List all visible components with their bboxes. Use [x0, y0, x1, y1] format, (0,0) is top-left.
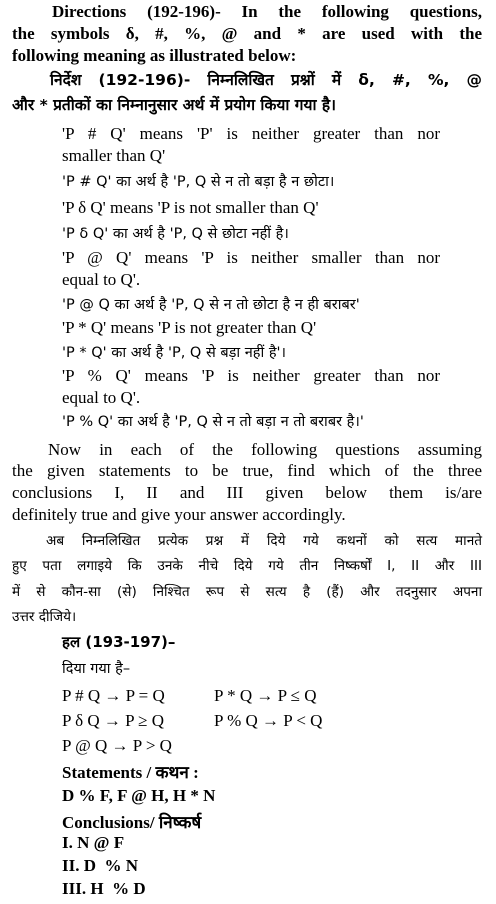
definition-star-en: 'P * Q' means 'P is not greater than Q' [62, 318, 317, 337]
definition-pct-en-1: 'P % Q' means 'P is neither greater than nor [62, 366, 440, 385]
instructions-en-line-1: Now in each of the following questions assuming [48, 440, 482, 459]
instructions-hi-line-4: उत्तर दीजिये। [12, 609, 77, 625]
definition-at-en-2: equal to Q'. [62, 270, 141, 289]
definition-pct-hi: 'P % Q' का अर्थ है 'P, Q से न तो बड़ा न तो बराबर है।' [62, 414, 364, 430]
directions-en-line-2: the symbols δ, #, %, @ and * are used with the [12, 24, 482, 43]
instructions-en-line-3: conclusions I, II and III given below them is/are [12, 483, 482, 502]
directions-en-line-3: following meaning as illustrated below: [12, 46, 297, 65]
conclusions-label: Conclusions/ निष्कर्ष [62, 813, 202, 832]
definition-hash-en-1: 'P # Q' means 'P' is neither greater than nor [62, 124, 440, 143]
solution-heading: हल (193-197)– [62, 633, 176, 651]
instructions-en-line-2: the given statements to be true, find which of the three [12, 461, 482, 480]
statement: D % F, F @ H, H * N [62, 786, 216, 805]
relation-at: P @ Q → P > Q [62, 736, 172, 755]
instructions-hi-line-2: हुए पता लगाइये कि उनके नीचे दिये गये तीन निष्कर्षों I, II और III [12, 558, 482, 574]
definition-delta-en: 'P δ Q' means 'P is not smaller than Q' [62, 198, 319, 217]
definition-at-en-1: 'P @ Q' means 'P is neither smaller than nor [62, 248, 440, 267]
definition-pct-en-2: equal to Q'. [62, 388, 141, 407]
solution-given: दिया गया है– [62, 661, 131, 677]
relation-star: P * Q → P ≤ Q [214, 686, 317, 705]
relation-hash: P # Q → P = Q [62, 686, 165, 705]
directions-hi-line-2: और * प्रतीकों का निम्नानुसार अर्थ में प्रयोग किया गया है। [12, 96, 336, 114]
conclusion-3: III. H % D [62, 879, 146, 898]
definition-delta-hi: 'P δ Q' का अर्थ है 'P, Q से छोटा नहीं है। [62, 226, 289, 242]
instructions-hi-line-1: अब निम्नलिखित प्रत्येक प्रश्न में दिये गये कथनों को सत्य मानते [46, 533, 482, 549]
conclusion-1: I. N @ F [62, 833, 125, 852]
conclusion-2: II. D % N [62, 856, 139, 875]
definition-at-hi: 'P @ Q का अर्थ है 'P, Q से न तो छोटा है न ही बराबर' [62, 297, 360, 313]
definition-hash-hi: 'P # Q' का अर्थ है 'P, Q से न तो बड़ा है न छोटा। [62, 174, 335, 190]
definition-star-hi: 'P * Q' का अर्थ है 'P, Q से बड़ा नहीं है'। [62, 345, 287, 361]
instructions-en-line-4: definitely true and give your answer accordingly. [12, 505, 346, 524]
directions-hi-line-1: निर्देश (192-196)- निम्नलिखित प्रश्नों में δ, #, %, @ [50, 71, 482, 89]
statements-label: Statements / कथन : [62, 763, 199, 782]
definition-hash-en-2: smaller than Q' [62, 146, 166, 165]
relation-pct: P % Q → P < Q [214, 711, 323, 730]
relation-delta: P δ Q → P ≥ Q [62, 711, 165, 730]
directions-en-line-1: Directions (192-196)- In the following questions, [52, 2, 482, 21]
instructions-hi-line-3: में से कौन-सा (से) निश्चित रूप से सत्य है (हैं) और तदनुसार अपना [12, 584, 482, 600]
